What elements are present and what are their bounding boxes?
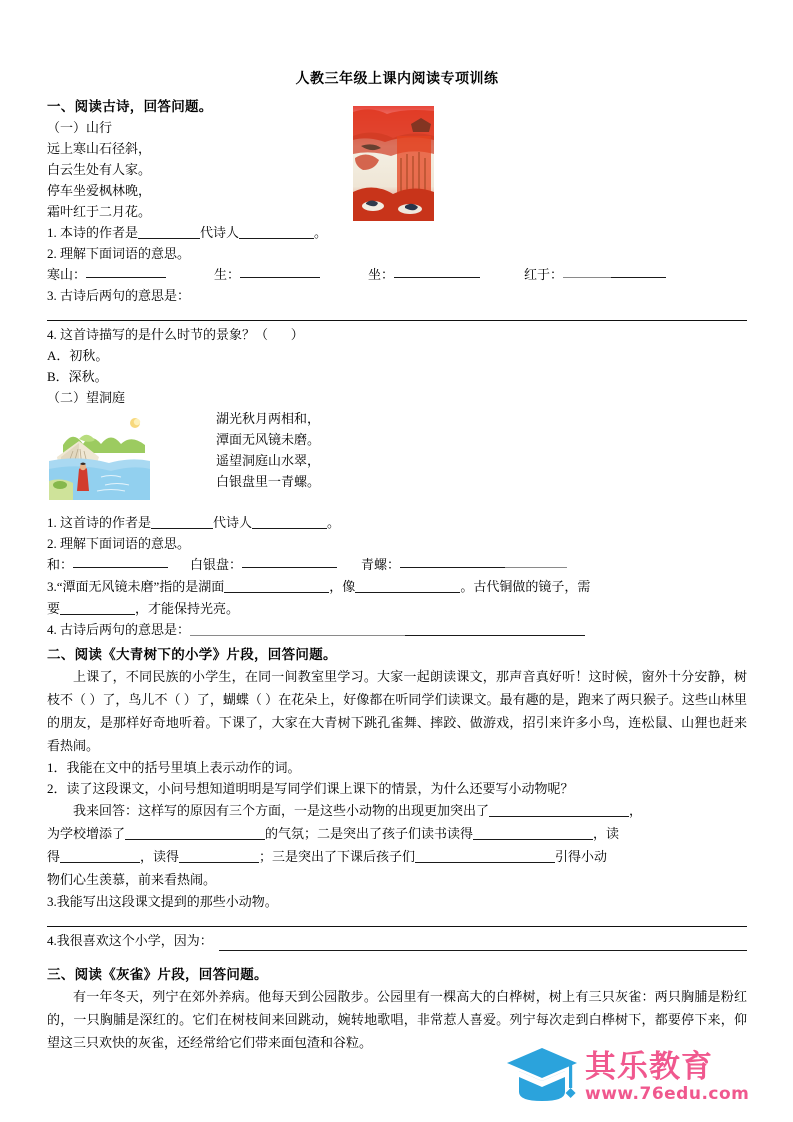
poem1-def-blank-3[interactable] <box>394 264 480 278</box>
watermark-text-block <box>585 1050 749 1104</box>
section-2-answer-2-line-4: 物们心生羡慕，前来看热闹。 <box>47 872 217 887</box>
poem1-def-term-3: 坐： <box>368 267 395 282</box>
poem2-def-blank-2[interactable] <box>242 554 337 568</box>
section-3-heading: 三、阅读《灰雀》片段，回答问题。 <box>47 967 268 982</box>
s2-a2-part-6: 得 <box>47 849 61 864</box>
poem1-q3-answer-line[interactable] <box>47 320 747 321</box>
section-2-heading: 二、阅读《大青树下的小学》片段，回答问题。 <box>47 647 337 662</box>
poem2-line-2: 潭面无风镜未磨。 <box>216 432 321 447</box>
section-2-answer-2-line-3 <box>47 845 747 868</box>
poem1-line-2: 白云生处有人家。 <box>47 162 152 177</box>
poem1-def-term-4: 红于： <box>524 267 564 282</box>
poem1-q1-mid: 代诗人 <box>200 225 240 240</box>
poem2-q3-blank-3[interactable] <box>60 601 135 615</box>
s2-a2-blank-2[interactable] <box>125 826 265 840</box>
poem1-def-term-2: 生： <box>214 267 241 282</box>
s2-a2-part-2: ， <box>629 803 643 818</box>
section-2-question-3: 3.我能写出这段课文提到的那些小动物。 <box>47 894 278 909</box>
poem1-def-blank-1[interactable] <box>86 264 166 278</box>
poem1-q1-prefix: 1. 本诗的作者是 <box>47 225 139 240</box>
poem2-q1-mid: 代诗人 <box>213 515 253 530</box>
poem1-def-blank-4a[interactable] <box>563 264 611 278</box>
poem1-option-a[interactable]: A．初秋。 <box>47 348 109 363</box>
graduation-cap-icon-svg <box>505 1046 579 1108</box>
s2-a2-blank-5[interactable] <box>179 849 259 863</box>
s2-a2-part-5: ，读 <box>593 826 620 841</box>
poem2-question-3-cont <box>47 598 747 619</box>
poem1-q1-blank-poet[interactable] <box>239 225 314 239</box>
poem2-q3-part-a: 3.“潭面无风镜未磨”指的是湖面 <box>47 579 225 594</box>
watermark-url: www.76edu.com <box>585 1084 750 1104</box>
poem1-option-b[interactable]: B．深秋。 <box>47 369 108 384</box>
s2-a2-part-3: 为学校增添了 <box>47 826 126 841</box>
poem2-q4-blank-b[interactable] <box>405 622 585 636</box>
poem1-label: （一）山行 <box>47 120 113 135</box>
poem2-q1-blank-poet[interactable] <box>252 515 327 529</box>
poem2-q3-part-d: 要 <box>47 601 61 616</box>
poem1-q1-blank-dynasty[interactable] <box>138 225 200 239</box>
poem2-question-4 <box>47 619 747 640</box>
poem2-illustration-spacer <box>47 408 747 512</box>
section-1-heading: 一、阅读古诗，回答问题。 <box>47 99 213 114</box>
s2-a2-part-9: 引得小动 <box>555 849 608 864</box>
poem2-def-term-2: 白银盘： <box>190 557 243 572</box>
poem2-line-3: 遥望洞庭山水翠， <box>216 453 321 468</box>
poem1-def-term-1: 寒山： <box>47 267 87 282</box>
graduation-cap-icon <box>505 1046 579 1108</box>
s2-a2-blank-4[interactable] <box>60 849 140 863</box>
poem2-def-term-1: 和： <box>47 557 74 572</box>
section-2-passage: 上课了，不同民族的小学生，在同一间教室里学习。大家一起朗读课文，那声音真好听！这时候，窗外十分安静，树枝不（ ）了，鸟儿不（ ）了，蝴蝶（ ）在花朵上，好像都在听同学们读课文。最有趣的是，跑来了两只猴子。这些山林里的朋友，是那样好奇地听着。下课了，大家在大青树下跳孔雀舞、摔跤、做游戏，招引来许多小鸟，连松鼠、山狸也赶来看热闹。 <box>47 669 747 753</box>
poem2-q3-blank-1[interactable] <box>224 579 329 593</box>
s2-a2-blank-6[interactable] <box>415 849 555 863</box>
s2-q4-label: 4.我很喜欢这个小学，因为： <box>47 933 213 948</box>
s2-a2-part-8: ；三是突出了下课后孩子们 <box>259 849 416 864</box>
s2-a2-part-1: 我来回答：这样写的原因有三个方面，一是这些小动物的出现更加突出了 <box>73 803 490 818</box>
poem1-question-2: 2. 理解下面词语的意思。 <box>47 246 191 261</box>
s2-a2-part-4: 的气氛；二是突出了孩子们读书读得 <box>265 826 474 841</box>
watermark-brand: 其乐教育 <box>585 1049 713 1085</box>
section-2-q3-answer-line[interactable] <box>47 926 747 927</box>
poem1-line-1: 远上寒山石径斜， <box>47 141 152 156</box>
poem1-q1-suffix: 。 <box>314 225 328 240</box>
poem2-q1-prefix: 1. 这首诗的作者是 <box>47 515 152 530</box>
poem2-def-blank-3b[interactable] <box>505 554 567 568</box>
poem2-question-2: 2. 理解下面词语的意思。 <box>47 536 191 551</box>
poem2-def-blank-1[interactable] <box>73 554 168 568</box>
section-2-question-1: 1．我能在文中的括号里填上表示动作的词。 <box>47 760 301 775</box>
poem2-def-term-3: 青螺： <box>361 557 401 572</box>
poem1-line-3: 停车坐爱枫林晚， <box>47 183 152 198</box>
poem2-q1-suffix: 。 <box>327 515 341 530</box>
poem2-q3-blank-2[interactable] <box>355 579 460 593</box>
s2-a2-blank-3[interactable] <box>473 826 593 840</box>
section-2-question-4 <box>47 930 747 951</box>
section-2-answer-2-line-1 <box>47 799 747 822</box>
poem2-q3-part-e: ，才能保持光亮。 <box>135 601 240 616</box>
site-watermark <box>505 1038 773 1116</box>
s2-q4-answer-blank[interactable] <box>219 937 747 951</box>
section-2-question-2: 2．读了这段课文，小问号想知道明明是写同学们课上课下的情景，为什么还要写小动物呢？ <box>47 781 574 796</box>
poem2-def-blank-3a[interactable] <box>400 554 505 568</box>
poem1-def-blank-2[interactable] <box>240 264 320 278</box>
s2-a2-part-7: ，读得 <box>140 849 180 864</box>
page-title: 人教三年级上课内阅读专项训练 <box>295 72 499 87</box>
poem2-question-3 <box>47 575 747 598</box>
s2-a2-blank-1[interactable] <box>489 803 629 817</box>
poem1-definitions-row <box>47 264 747 285</box>
poem1-question-3: 3. 古诗后两句的意思是： <box>47 288 191 303</box>
poem2-q3-part-c: 。古代铜做的镜子，需 <box>460 579 591 594</box>
poem2-q1-blank-dynasty[interactable] <box>151 515 213 529</box>
poem1-question-4: 4. 这首诗描写的是什么时节的景象？（ ） <box>47 327 304 342</box>
poem2-line-4: 白银盘里一青螺。 <box>216 474 321 489</box>
poem2-q4-label: 4. 古诗后两句的意思是： <box>47 622 191 637</box>
poem2-definitions-row <box>47 554 747 575</box>
poem2-line-1: 湖光秋月两相和， <box>216 411 321 426</box>
poem1-line-4: 霜叶红于二月花。 <box>47 204 152 219</box>
poem1-question-1 <box>47 222 747 243</box>
section-2-answer-2-line-2 <box>47 822 747 845</box>
section-3-passage: 有一年冬天，列宁在郊外养病。他每天到公园散步。公园里有一棵高大的白桦树，树上有三只灰雀：两只胸脯是粉红的，一只胸脯是深红的。它们在树枝间来回跳动，婉转地歌唱，非常惹人喜爱。列宁每次走到白桦树下，都要停下来，仰望这三只欢快的灰雀，还经常给它们带来面包渣和谷粒。 <box>47 989 747 1050</box>
poem2-q4-blank-a[interactable] <box>190 622 405 636</box>
poem2-q3-part-b: ，像 <box>329 579 356 594</box>
poem2-question-1 <box>47 512 747 533</box>
document-body <box>47 70 747 1054</box>
poem1-def-blank-4b[interactable] <box>611 264 666 278</box>
poem2-label: （二）望洞庭 <box>47 390 126 405</box>
